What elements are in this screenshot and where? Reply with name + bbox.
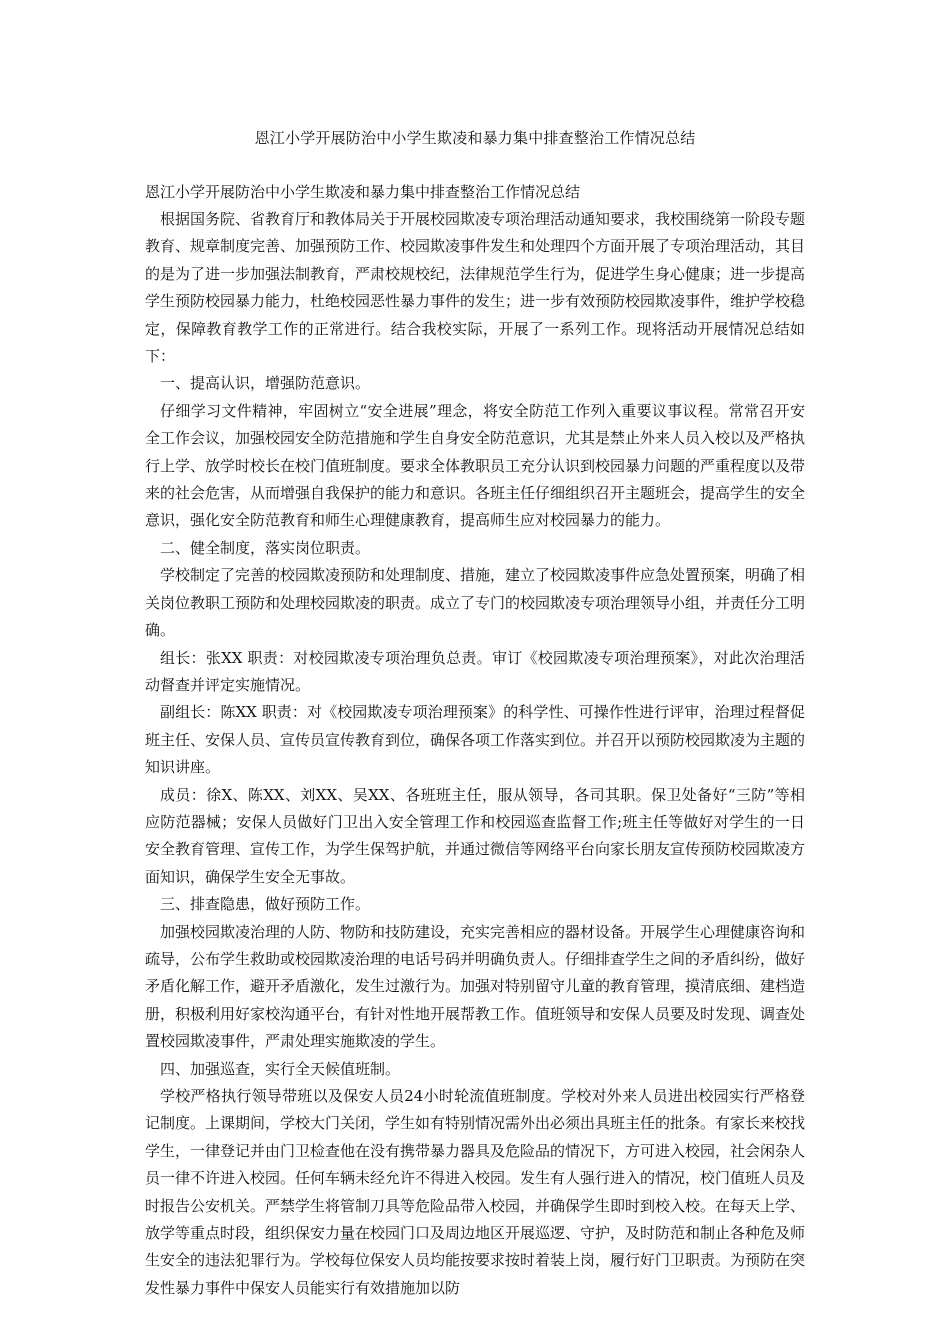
section-3-body: 加强校园欺凌治理的人防、物防和技防建设，充实完善相应的器材设备。开展学生心理健康咨询和疏导，公布学生救助或校园欺凌治理的电话号码并明确负责人。仔细排查学生之间的矛盾纠纷，做好矛盾化解工作，避开矛盾激化，发生过激行为。加强对特别留守儿童的教育管理，摸清底细、建档造册，积极利用好家校沟通平台，有针对性地开展帮教工作。值班领导和安保人员要及时发现、调查处置校园欺凌事件，严肃处理实施欺凌的学生。: [145, 922, 806, 1051]
section-4-body: 学校严格执行领导带班以及保安人员24小时轮流值班制度。学校对外来人员进出校园实行严格登记制度。上课期间，学校大门关闭，学生如有特别情况需外出必须出具班主任的批条。有家长来校找学生，一律登记并由门卫检查他在没有携带暴力器具及危险品的情况下，方可进入校园，社会闲杂人员一律不许进入校园。任何车辆未经允许不得进入校园。发生有人强行进入的情况，校门值班人员及时报告公安机关。严禁学生将管制刀具等危险品带入校园，并确保学生即时到校入校。在每天上学、放学等重点时段，组织保安力量在校园门口及周边地区开展巡逻、守护，及时防范和制止各种危及师生安全的违法犯罪行为。学校每位保安人员均能按要求按时着装上岗，履行好门卫职责。为预防在突发性暴力事件中保安人员能实行有效措施加以防: [145, 1087, 806, 1297]
document-title: 恩江小学开展防治中小学生欺凌和暴力集中排查整治工作情况总结: [254, 129, 696, 147]
deputy-leader-paragraph: 副组长：陈XX 职责：对《校园欺凌专项治理预案》的科学性、可操作性进行评审，治理过程督促班主任、安保人员、宣传员宣传教育到位，确保各项工作落实到位。并召开以预防校园欺凌为主题的知识讲座。: [145, 703, 806, 777]
members-paragraph: 成员：徐X、陈XX、刘XX、吴XX、各班班主任，服从领导，各司其职。保卫处备好“三防”等相应防范器械；安保人员做好门卫出入安全管理工作和校园巡查监督工作;班主任等做好对学生的一日安全教育管理、宣传工作，为学生保驾护航，并通过微信等网络平台向家长朋友宣传预防校园欺凌方面知识，确保学生安全无事故。: [145, 785, 806, 886]
document-page: [145, 124, 805, 1302]
leader-paragraph: 组长：张XX 职责：对校园欺凌专项治理负总责。审订《校园欺凌专项治理预案》，对此次治理活动督查并评定实施情况。: [145, 648, 805, 694]
section-2-heading: 二、健全制度，落实岗位职责。: [160, 538, 371, 557]
section-2-body: 学校制定了完善的校园欺凌预防和处理制度、措施，建立了校园欺凌事件应急处置预案，明确了相关岗位教职工预防和处理校园欺凌的职责。成立了专门的校园欺凌专项治理领导小组，并责任分工明确。: [145, 566, 806, 640]
section-1-body: 仔细学习文件精神，牢固树立“安全进展”理念，将安全防范工作列入重要议事议程。常常召开安全工作会议，加强校园安全防范措施和学生自身安全防范意识，尤其是禁止外来人员入校以及严格执行上学、放学时校长在校门值班制度。要求全体教职员工充分认识到校园暴力问题的严重程度以及带来的社会危害，从而增强自我保护的能力和意识。各班主任仔细组织召开主题班会，提高学生的安全意识，强化安全防范教育和师生心理健康教育，提高师生应对校园暴力的能力。: [145, 401, 806, 530]
section-3-heading: 三、排查隐患，做好预防工作。: [160, 895, 371, 914]
section-1-heading: 一、提高认识，增强防范意识。: [160, 374, 371, 393]
section-4-heading: 四、加强巡查，实行全天候值班制。: [160, 1059, 401, 1078]
document-subtitle: 恩江小学开展防治中小学生欺凌和暴力集中排查整治工作情况总结: [145, 183, 581, 201]
intro-paragraph: 根据国务院、省教育厅和教体局关于开展校园欺凌专项治理活动通知要求，我校围绕第一阶段专题教育、规章制度完善、加强预防工作、校园欺凌事件发生和处理四个方面开展了专项治理活动，其目的是为了进一步加强法制教育，严肃校规校纪，法律规范学生行为，促进学生身心健康；进一步提高学生预防校园暴力能力，杜绝校园恶性暴力事件的发生；进一步有效预防校园欺凌事件，维护学校稳定，保障教育教学工作的正常进行。结合我校实际，开展了一系列工作。现将活动开展情况总结如下：: [145, 210, 806, 366]
